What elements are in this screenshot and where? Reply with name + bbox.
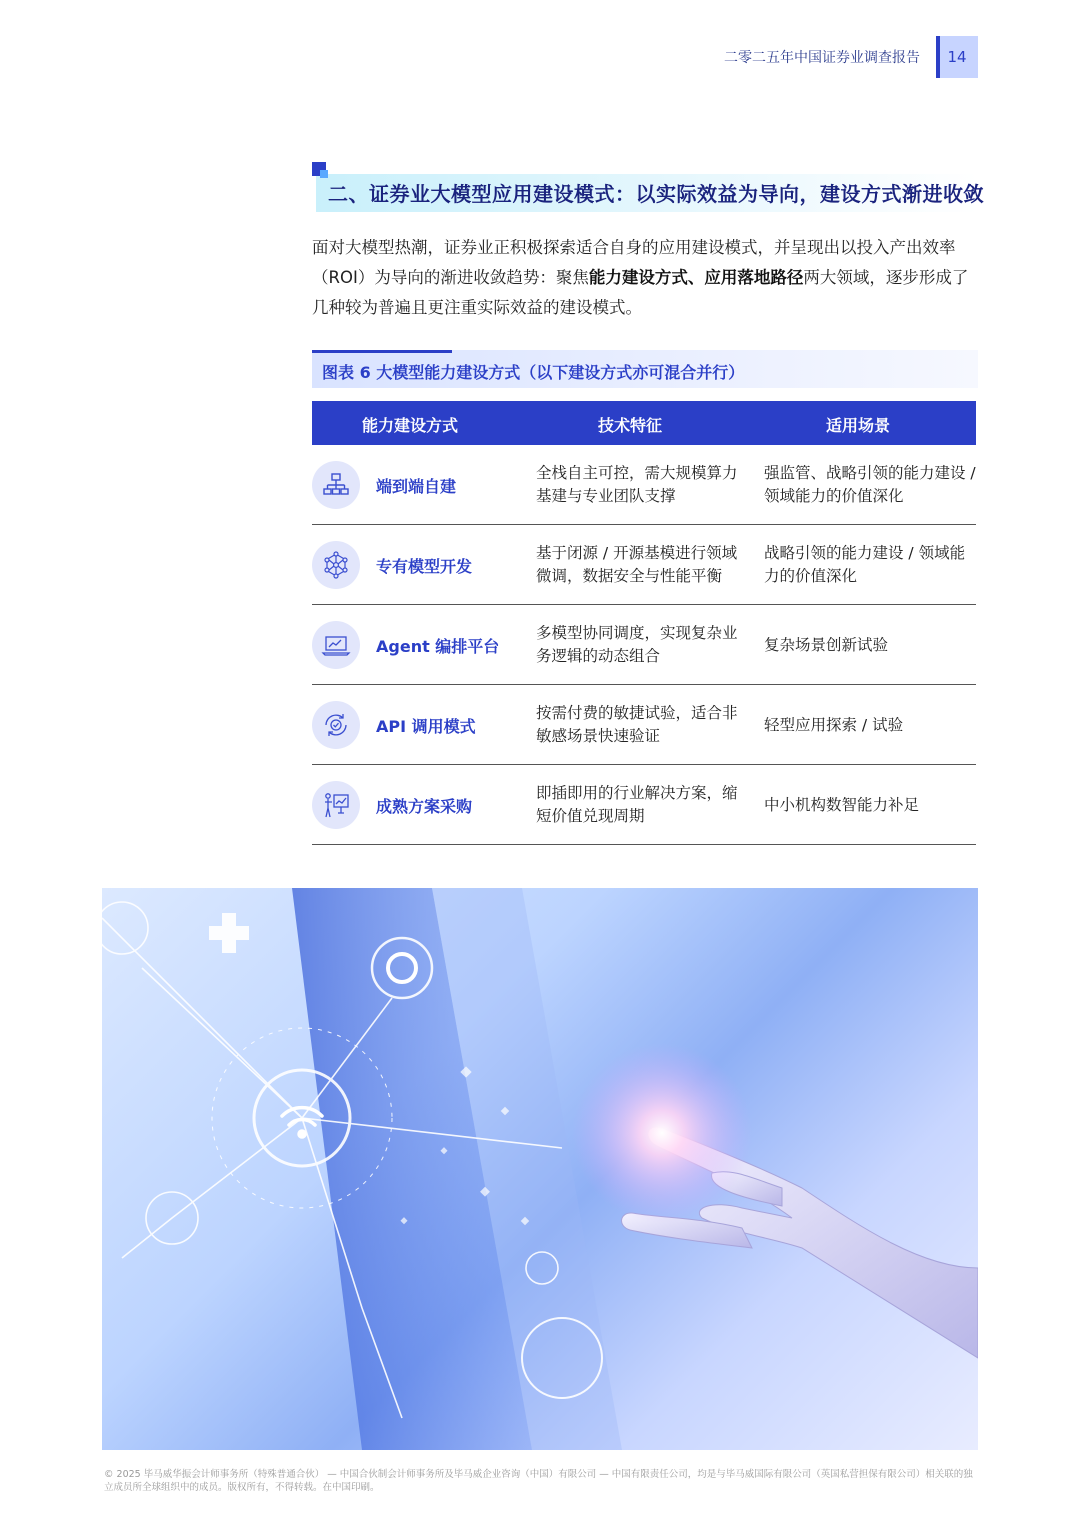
- scenario-cell: 中小机构数智能力补足: [764, 795, 920, 814]
- table-header: [312, 401, 976, 445]
- scenario-cell: 轻型应用探索 / 试验: [764, 715, 904, 734]
- paragraph-text-2: 两大领域，逐步形成了几种较为普遍且更注重实际效益的建设模式。: [312, 268, 969, 317]
- header-feature: 技术特征: [598, 416, 663, 435]
- table-row: [312, 605, 976, 685]
- method-name: 专有模型开发: [376, 556, 473, 576]
- table-row: [312, 765, 976, 845]
- method-name: API 调用模式: [376, 716, 476, 736]
- intro-paragraph: [312, 233, 980, 323]
- copyright-footer: © 2025 毕马威华振会计师事务所（特殊普通合伙） — 中国合伙制会计师事务所及毕马威企业咨询（中国）有限公司 — 中国有限责任公司，均是与毕马威国际有限公司（英国私营担保有限公司）相关联的独立成员所全球组织中的成员。版权所有，不得转载。在中国印刷。: [104, 1469, 973, 1493]
- table-row: [312, 445, 976, 525]
- laptop-chart-icon: [312, 621, 360, 669]
- presentation-icon: [312, 781, 360, 829]
- paragraph-text-1: 面对大模型热潮，证券业正积极探索适合自身的应用建设模式，并呈现出以投入产出效率（ROI）为导向的渐进收敛趋势：聚焦: [312, 238, 956, 287]
- figure-caption: 图表 6 大模型能力建设方式（以下建设方式亦可混合并行）: [322, 363, 745, 382]
- page-number: 14: [936, 36, 978, 78]
- header-scenario: 适用场景: [826, 416, 891, 435]
- scenario-cell: 战略引领的能力建设 / 领域能力的价值深化: [764, 544, 966, 585]
- feature-cell: 多模型协同调度，实现复杂业务逻辑的动态组合: [536, 624, 738, 665]
- scenario-cell: 复杂场景创新试验: [764, 635, 889, 654]
- method-name: 成熟方案采购: [376, 796, 473, 816]
- network-nodes-icon: [312, 461, 360, 509]
- scenario-cell: 强监管、战略引领的能力建设 / 领域能力的价值深化: [764, 464, 976, 505]
- feature-cell: 按需付费的敏捷试验，适合非敏感场景快速验证: [536, 704, 738, 745]
- ai-robot-hand-illustration: [102, 888, 978, 1450]
- header-method: 能力建设方式: [362, 416, 459, 435]
- feature-cell: 基于闭源 / 开源基模进行领域微调，数据安全与性能平衡: [536, 544, 738, 585]
- method-name: 端到端自建: [376, 476, 457, 496]
- paragraph-bold-2: 应用落地路径: [704, 268, 804, 287]
- table-row: [312, 685, 976, 765]
- section-title: 二、证券业大模型应用建设模式：以实际效益为导向，建设方式渐进收敛: [328, 182, 984, 206]
- section-marker-accent: [320, 170, 328, 178]
- feature-cell: 全栈自主可控，需大规模算力基建与专业团队支撑: [536, 464, 738, 505]
- report-title: 二零二五年中国证券业调查报告: [724, 50, 920, 66]
- cycle-arrows-icon: [312, 701, 360, 749]
- paragraph-separator: 、: [687, 268, 705, 287]
- table-row: [312, 525, 976, 605]
- paragraph-bold-1: 能力建设方式: [588, 268, 688, 287]
- method-name: Agent 编排平台: [376, 636, 500, 656]
- feature-cell: 即插即用的行业解决方案，缩短价值兑现周期: [536, 784, 738, 825]
- neural-network-icon: [312, 541, 360, 589]
